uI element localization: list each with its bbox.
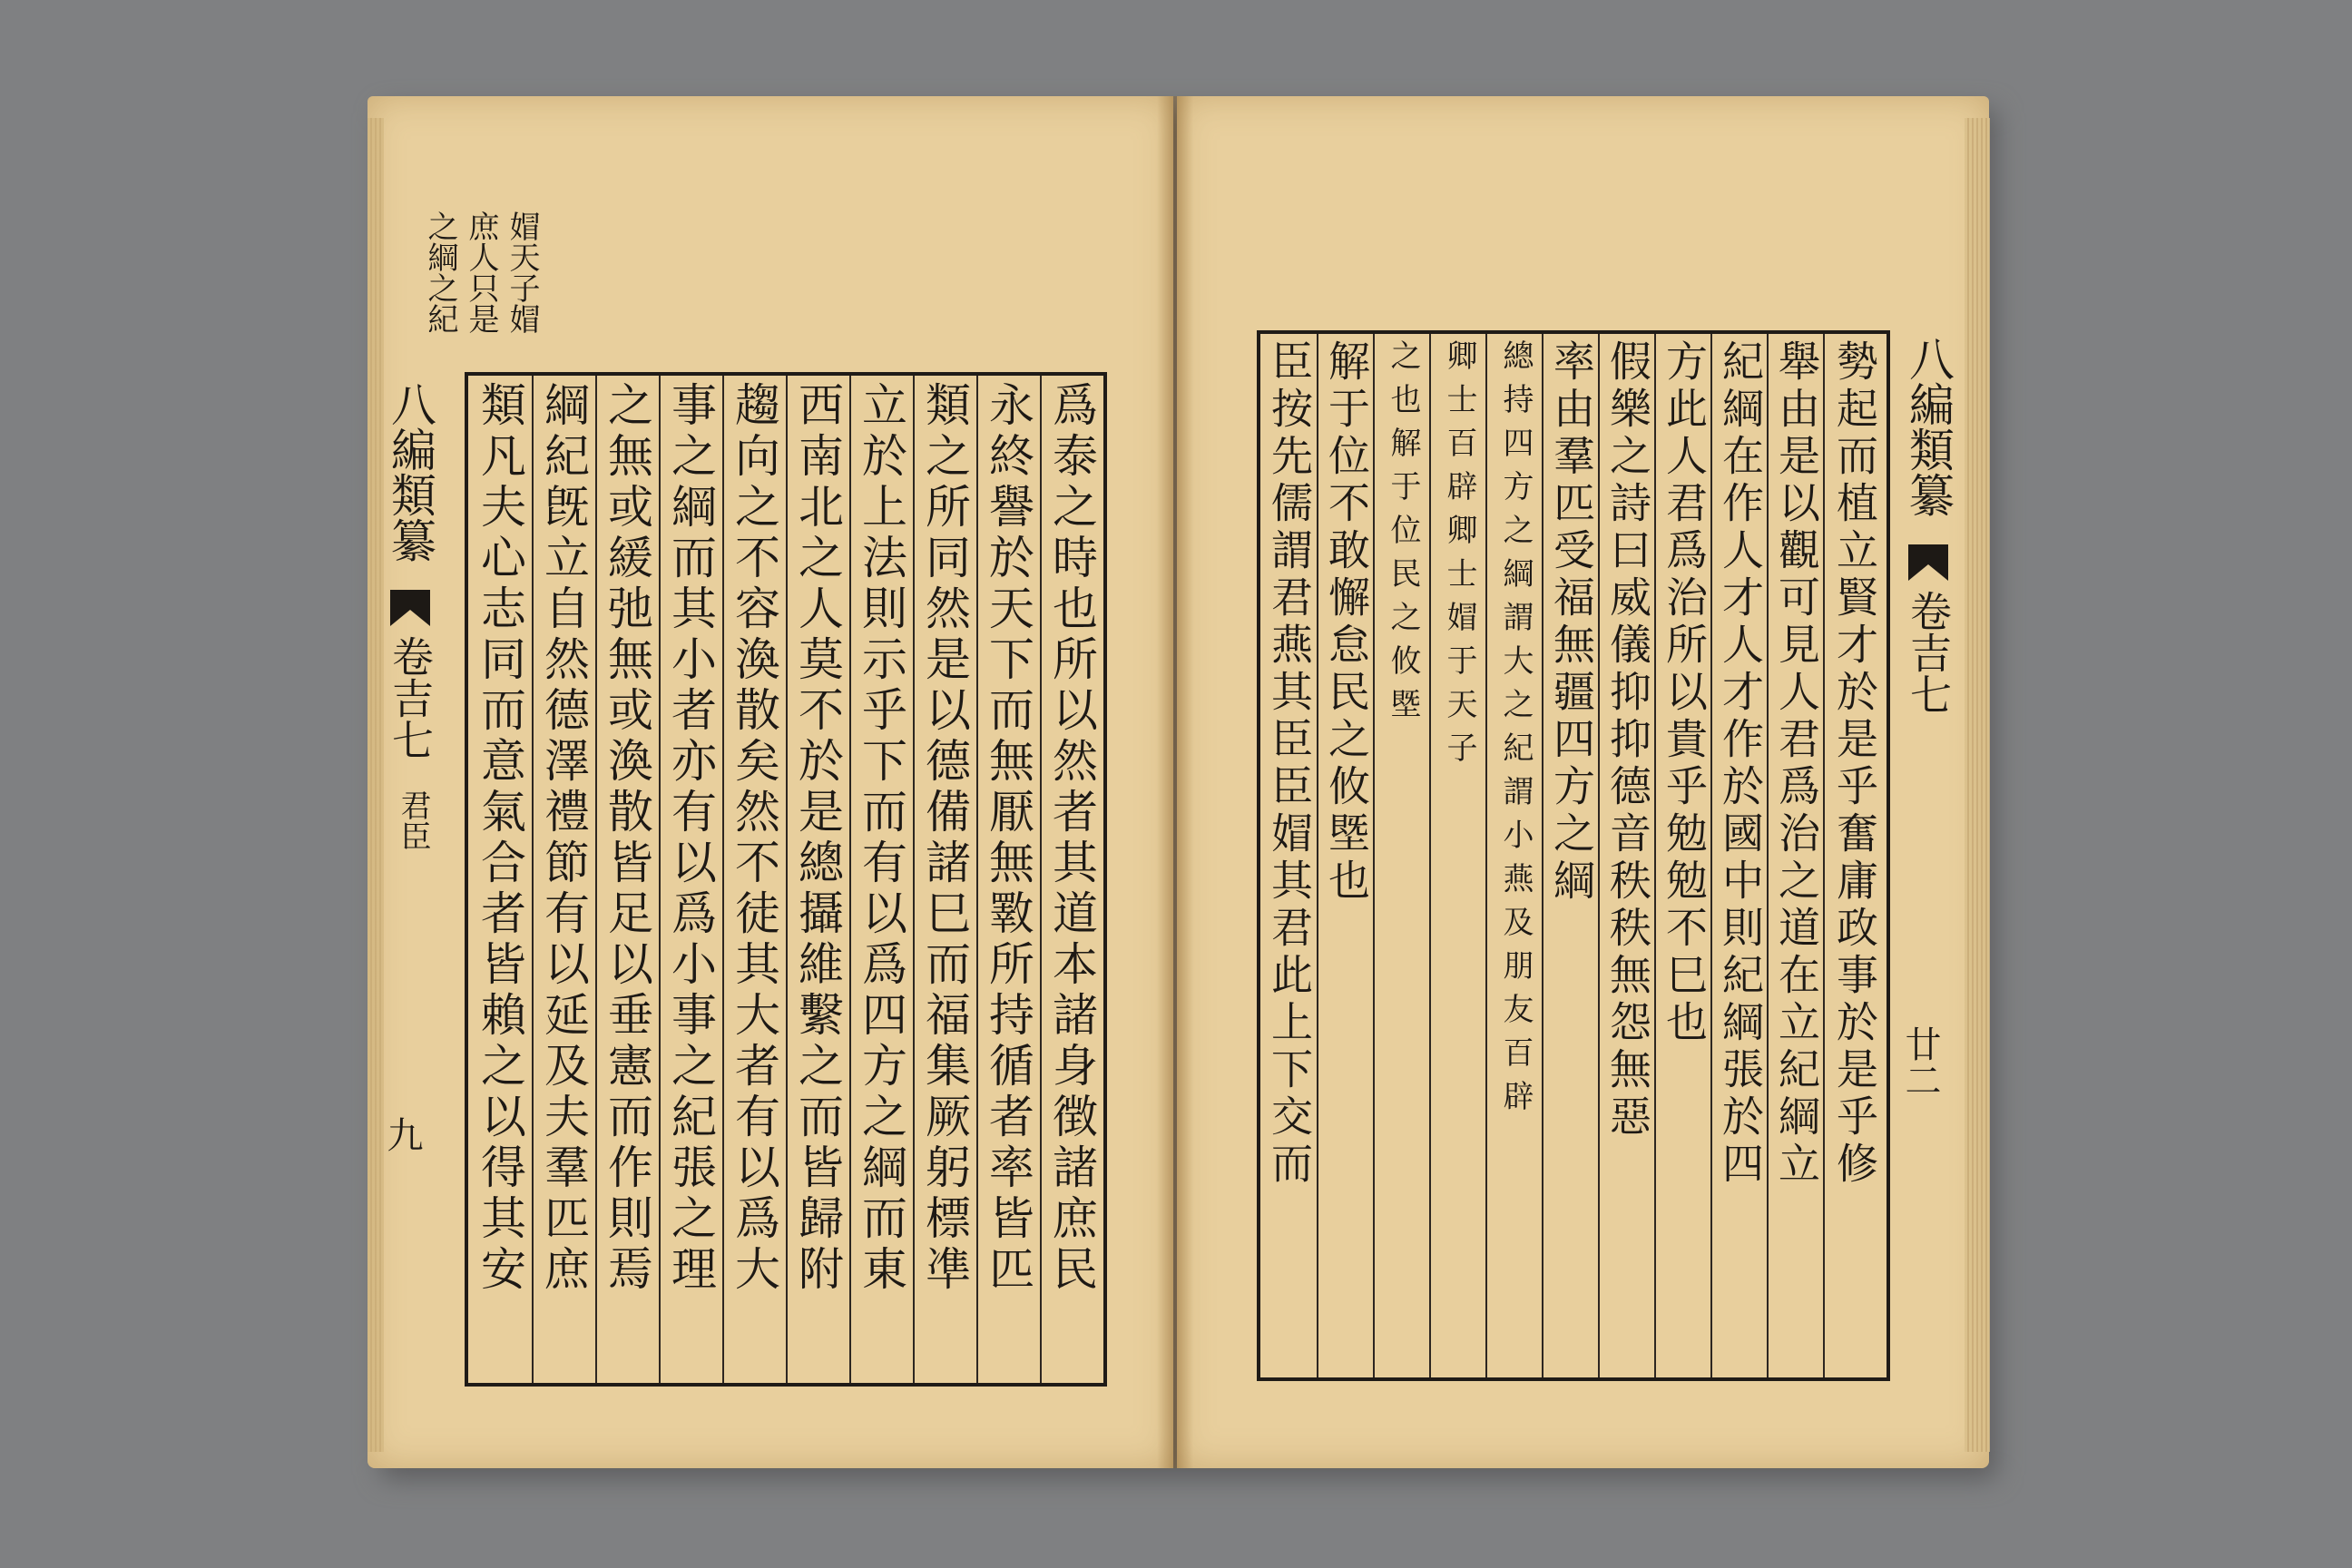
right-folio-number: 廿二 bbox=[1899, 1025, 1941, 1098]
text-column: 假樂之詩曰威儀抑抑德音秩秩無怨無惡 bbox=[1603, 339, 1652, 1142]
text-column: 類之所同然是以德備諸巳而福集厥躬標凖 bbox=[918, 381, 971, 1296]
text-column: 類凡夫心志同而意氣合者皆賴之以得其安 bbox=[474, 381, 526, 1296]
text-column: 率由羣匹受福無疆四方之綱 bbox=[1547, 339, 1596, 906]
right-text-frame bbox=[1257, 330, 1890, 1381]
left-folio-number: 九 bbox=[381, 1116, 423, 1152]
left-page-edge bbox=[368, 118, 384, 1452]
text-column: 趨向之不容渙散矣然不徒其大者有以爲大 bbox=[728, 381, 780, 1296]
text-column: 紀綱在作人才人才作於國中則紀綱張於四 bbox=[1716, 339, 1765, 1189]
right-header-volume: 卷吉七 bbox=[1904, 590, 1953, 715]
text-column: 之無或緩弛無或渙散皆足以垂憲而作則焉 bbox=[601, 381, 653, 1296]
text-column: 西南北之人莫不於是總攝維繫之而皆歸附 bbox=[791, 381, 844, 1296]
text-column: 爲泰之時也所以然者其道本諸身徴諸庶民 bbox=[1045, 381, 1098, 1296]
left-header-section: 君臣 bbox=[395, 789, 431, 851]
text-column: 勢起而植立賢才於是乎奮庸政事於是乎修 bbox=[1830, 339, 1879, 1189]
book-gutter bbox=[1157, 96, 1193, 1468]
left-header-title: 八編類纂 bbox=[384, 381, 436, 563]
left-header-volume: 卷吉七 bbox=[386, 635, 435, 760]
text-column: 臣按先儒謂君燕其臣臣媢其君此上下交而 bbox=[1265, 339, 1314, 1189]
top-note-line-1: 媢天子媢 bbox=[504, 211, 540, 334]
commentary-column: 總持四方之綱謂大之紀謂小燕及朋友百辟 bbox=[1497, 339, 1534, 1123]
text-column: 永終譽於天下而無厭無斁所持循者率皆匹 bbox=[982, 381, 1034, 1296]
top-note-line-3: 之綱之紀 bbox=[422, 211, 458, 334]
text-column: 立於上法則示乎下而有以爲四方之綱而東 bbox=[855, 381, 907, 1296]
right-header-title: 八編類纂 bbox=[1902, 336, 1955, 517]
text-column: 舉由是以觀可見人君爲治之道在立紀綱立 bbox=[1772, 339, 1821, 1189]
right-page-edge bbox=[1965, 118, 1990, 1452]
top-note-line-2: 庶人只是 bbox=[463, 211, 499, 334]
text-column: 解于位不敢懈怠民之攸塈也 bbox=[1322, 339, 1371, 906]
commentary-column: 卿士百辟卿士媢于天子 bbox=[1441, 339, 1477, 775]
left-text-frame bbox=[465, 372, 1107, 1387]
text-column: 事之綱而其小者亦有以爲小事之紀張之理 bbox=[664, 381, 717, 1296]
text-column: 方此人君爲治所以貴乎勉勉不巳也 bbox=[1660, 339, 1709, 1047]
commentary-column: 之也解于位民之攸塈 bbox=[1385, 339, 1421, 731]
text-column: 綱紀旣立自然德澤禮節有以延及夫羣匹庶 bbox=[537, 381, 590, 1296]
